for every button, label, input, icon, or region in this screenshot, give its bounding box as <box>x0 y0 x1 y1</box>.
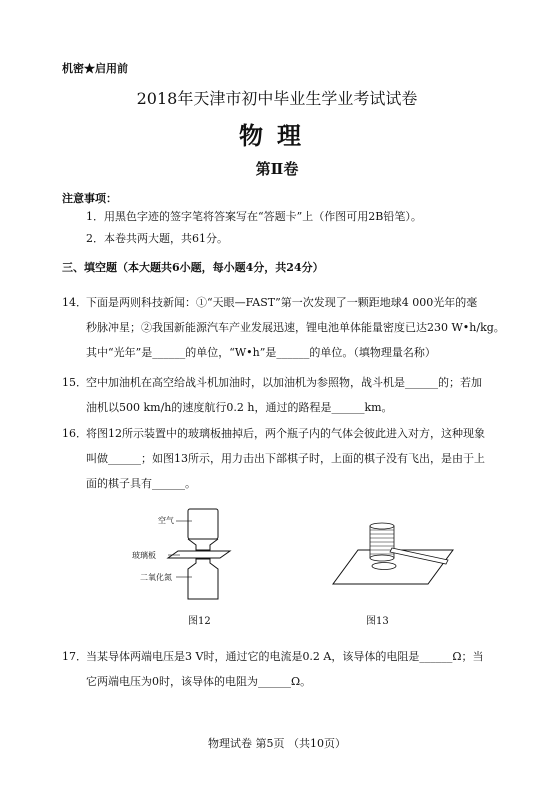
figure-13-caption: 图13 <box>366 616 389 627</box>
figure-13-checkers <box>328 520 458 590</box>
question-line: 其中“光年”是______的单位，“W•h”是______的单位。（填物理量名称） <box>86 346 436 359</box>
section-heading: 三、填空题（本大题共6小题，每小题4分，共24分） <box>62 261 324 274</box>
page-footer: 物理试卷 第5页 （共10页） <box>208 737 346 750</box>
label-glass-plate: 玻璃板 <box>132 551 156 560</box>
label-nitrogen-dioxide: 二氧化氮 <box>140 573 172 582</box>
upper-bottle-body <box>188 509 218 539</box>
question-line: 秒脉冲星；②我国新能源汽车产业发展迅速，锂电池单体能量密度已达230 W•h/kg。 <box>86 321 505 334</box>
notice-heading: 注意事项： <box>62 192 117 205</box>
question-number: 14． <box>62 296 87 309</box>
exam-title: 2018年天津市初中毕业生学业考试试卷 <box>136 89 418 108</box>
confidential-label: 机密★启用前 <box>62 62 128 75</box>
upper-bottle-neck <box>188 539 218 550</box>
lower-bottle <box>188 559 218 599</box>
figure-12-caption: 图12 <box>188 616 211 627</box>
label-air: 空气 <box>158 516 174 525</box>
notice-item: 1．用黑色字迹的签字笔将答案写在“答题卡”上（作图可用2B铅笔）。 <box>86 210 422 223</box>
question-number: 17． <box>62 650 87 663</box>
struck-checker <box>372 563 396 570</box>
question-line: 当某导体两端电压是3 V时，通过它的电流是0.2 A，该导体的电阻是______Ω；当 <box>86 650 484 663</box>
question-line: 叫做______；如图13所示，用力击出下部棋子时，上面的棋子没有飞出，是由于上 <box>86 452 485 465</box>
question-number: 16． <box>62 427 87 440</box>
subject-title: 物理 <box>239 121 315 150</box>
volume-title: 第Ⅱ卷 <box>255 160 299 178</box>
question-number: 15． <box>62 376 87 389</box>
question-line: 面的棋子具有______。 <box>86 477 196 490</box>
question-line: 空中加油机在高空给战斗机加油时，以加油机为参照物，战斗机是______的；若加 <box>86 376 482 389</box>
question-line: 下面是两则科技新闻：①“天眼—FAST”第一次发现了一颗距地球4 000光年的毫 <box>86 296 478 309</box>
glass-plate <box>168 551 230 558</box>
notice-item: 2．本卷共两大题，共61分。 <box>86 232 228 245</box>
question-line: 油机以500 km/h的速度航行0.2 h，通过的路程是______km。 <box>86 401 393 414</box>
question-line: 它两端电压为0时，该导体的电阻为______Ω。 <box>86 675 312 688</box>
question-line: 将图12所示装置中的玻璃板抽掉后，两个瓶子内的气体会彼此进入对方，这种现象 <box>86 427 485 440</box>
